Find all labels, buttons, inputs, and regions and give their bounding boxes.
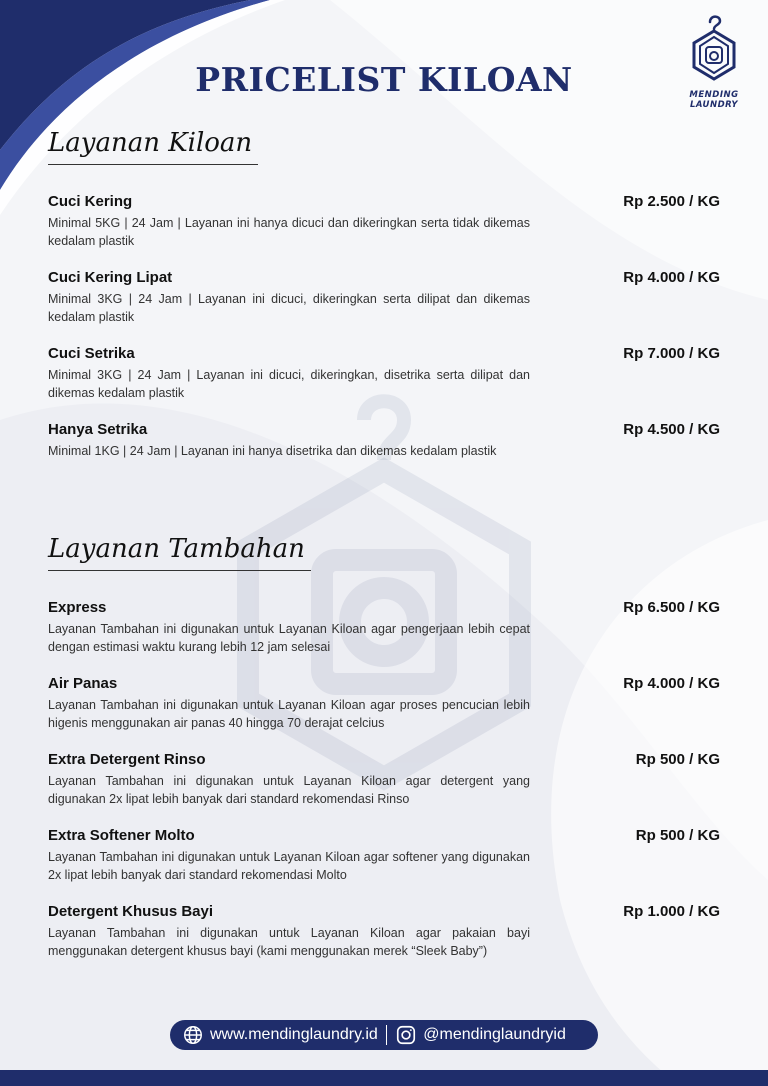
service-name: Hanya Setrika	[48, 421, 148, 438]
service-price: Rp 4.000 / KG	[623, 269, 720, 286]
addon-description: Layanan Tambahan ini digunakan untuk Layanan Kiloan agar detergent yang digunakan 2x lipat lebih banyak dari standard rekomendasi Rinso	[48, 774, 530, 806]
addon-name: Detergent Khusus Bayi	[48, 903, 214, 920]
service-description: Minimal 3KG | 24 Jam | Layanan ini dicuci, dikeringkan serta dilipat dan dikemas kedalam plastik	[48, 292, 530, 324]
section-heading-kiloan: Layanan Kiloan	[48, 128, 258, 165]
addon-price: Rp 1.000 / KG	[623, 903, 720, 920]
page-title: PRICELIST KILOAN	[195, 60, 573, 100]
addon-price: Rp 500 / KG	[635, 827, 720, 844]
addon-name: Express	[48, 599, 107, 616]
service-description: Minimal 5KG | 24 Jam | Layanan ini hanya dicuci dan dikeringkan serta tidak dikemas kedalam plastik	[48, 216, 530, 248]
addon-description: Layanan Tambahan ini digunakan untuk Layanan Kiloan agar pakaian bayi menggunakan detergent khusus bayi (kami menggunakan merek “Sleek Baby”)	[48, 926, 530, 958]
addon-item	[48, 902, 720, 960]
instagram-link[interactable]: @mendinglaundryid	[423, 1026, 566, 1043]
addon-item	[48, 598, 720, 656]
instagram-icon	[395, 1024, 417, 1046]
addon-name: Extra Detergent Rinso	[48, 751, 206, 768]
addon-description: Layanan Tambahan ini digunakan untuk Layanan Kiloan agar proses pencucian lebih higenis menggunakan air panas 40 hingga 70 derajat celcius	[48, 698, 530, 730]
laundry-logo-icon	[688, 12, 740, 84]
section-heading-tambahan: Layanan Tambahan	[48, 534, 311, 571]
addon-price: Rp 500 / KG	[635, 751, 720, 768]
brand-logo	[672, 12, 756, 110]
globe-icon	[182, 1024, 204, 1046]
addon-description: Layanan Tambahan ini digunakan untuk Layanan Kiloan agar pengerjaan lebih cepat dengan estimasi waktu kurang lebih 12 jam selesai	[48, 622, 530, 654]
addon-price: Rp 6.500 / KG	[623, 599, 720, 616]
service-name: Cuci Kering	[48, 193, 133, 210]
addon-name: Extra Softener Molto	[48, 827, 195, 844]
service-name: Cuci Setrika	[48, 345, 135, 362]
bottom-bar	[0, 1070, 768, 1086]
brand-name: MENDING LAUNDRY	[689, 90, 739, 110]
addon-description: Layanan Tambahan ini digunakan untuk Layanan Kiloan agar softener yang digunakan 2x lipat lebih banyak dari standard rekomendasi Molto	[48, 850, 530, 882]
addon-price: Rp 4.000 / KG	[623, 675, 720, 692]
addon-item	[48, 750, 720, 808]
service-item	[48, 192, 720, 250]
service-item	[48, 420, 720, 460]
addon-item	[48, 674, 720, 732]
footer-divider	[386, 1025, 388, 1045]
addon-name: Air Panas	[48, 675, 118, 692]
footer-contact-bar	[170, 1020, 598, 1050]
service-item	[48, 268, 720, 326]
addon-item	[48, 826, 720, 884]
service-price: Rp 4.500 / KG	[623, 421, 720, 438]
service-price: Rp 7.000 / KG	[623, 345, 720, 362]
service-description: Minimal 1KG | 24 Jam | Layanan ini hanya disetrika dan dikemas kedalam plastik	[48, 444, 497, 458]
service-item	[48, 344, 720, 402]
website-link[interactable]: www.mendinglaundry.id	[210, 1026, 378, 1043]
service-description: Minimal 3KG | 24 Jam | Layanan ini dicuci, dikeringkan, disetrika serta dilipat dan dikemas kedalam plastik	[48, 368, 530, 400]
service-name: Cuci Kering Lipat	[48, 269, 173, 286]
service-price: Rp 2.500 / KG	[623, 193, 720, 210]
